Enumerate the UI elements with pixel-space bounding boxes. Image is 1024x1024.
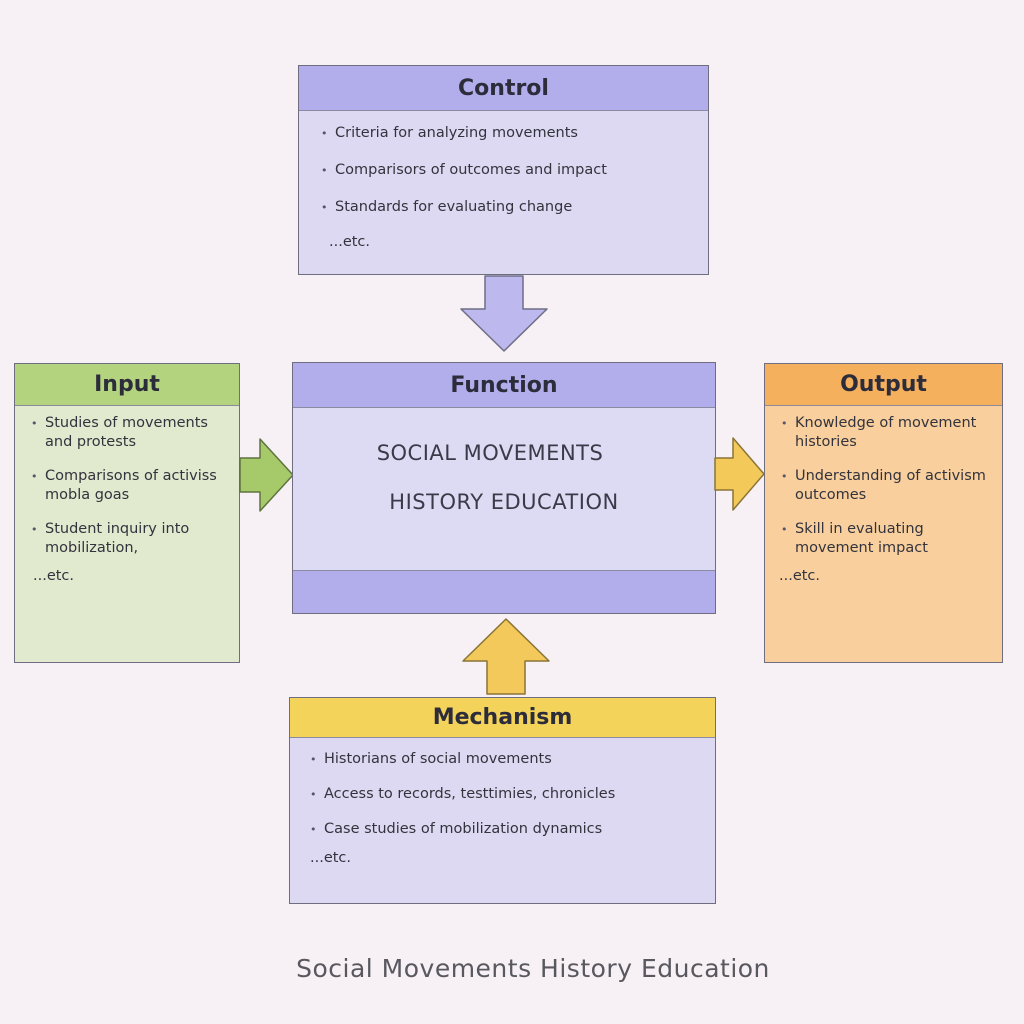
mechanism-item: • Access to records, testtimies, chronicles (324, 785, 615, 804)
function-text-line-2: HISTORY EDUCATION (389, 490, 619, 514)
input-box (14, 363, 240, 663)
diagram-caption: Social Movements History Education (296, 954, 770, 983)
control-item: • Criteria for analyzing movements (335, 124, 607, 143)
control-box (298, 65, 709, 275)
control-etc: ...etc. (329, 234, 371, 250)
mechanism-etc: ...etc. (310, 850, 352, 866)
output-box (764, 363, 1003, 663)
input-title: Input (15, 364, 239, 406)
mechanism-box (289, 697, 716, 904)
input-item: • Comparisons of activiss mobla goas (45, 467, 231, 505)
output-item: • Knowledge of movement histories (795, 414, 995, 452)
input-item: • Studies of movements and protests (45, 414, 231, 452)
output-arrow-right-icon (714, 436, 766, 512)
input-etc: ...etc. (33, 568, 75, 584)
input-item: • Student inquiry into mobilization, (45, 520, 231, 558)
mechanism-list (324, 750, 615, 855)
input-list (45, 414, 231, 573)
control-item: • Comparisors of outcomes and impact (335, 161, 607, 180)
mechanism-title: Mechanism (290, 698, 715, 738)
function-title: Function (293, 363, 715, 408)
control-list (335, 124, 607, 235)
function-box (292, 362, 716, 614)
function-text-line-1: SOCIAL MOVEMENTS (376, 441, 604, 465)
mechanism-item: • Historians of social movements (324, 750, 615, 769)
output-item: • Skill in evaluating movement impact (795, 520, 995, 558)
output-item: • Understanding of activism outcomes (795, 467, 995, 505)
output-title: Output (765, 364, 1002, 406)
function-footer-band (293, 570, 715, 613)
control-item: • Standards for evaluating change (335, 198, 607, 217)
output-list (795, 414, 995, 573)
control-title: Control (299, 66, 708, 111)
output-etc: ...etc. (779, 568, 821, 584)
mechanism-item: • Case studies of mobilization dynamics (324, 820, 615, 839)
control-arrow-down-icon (458, 275, 550, 353)
mechanism-arrow-up-icon (460, 617, 552, 695)
